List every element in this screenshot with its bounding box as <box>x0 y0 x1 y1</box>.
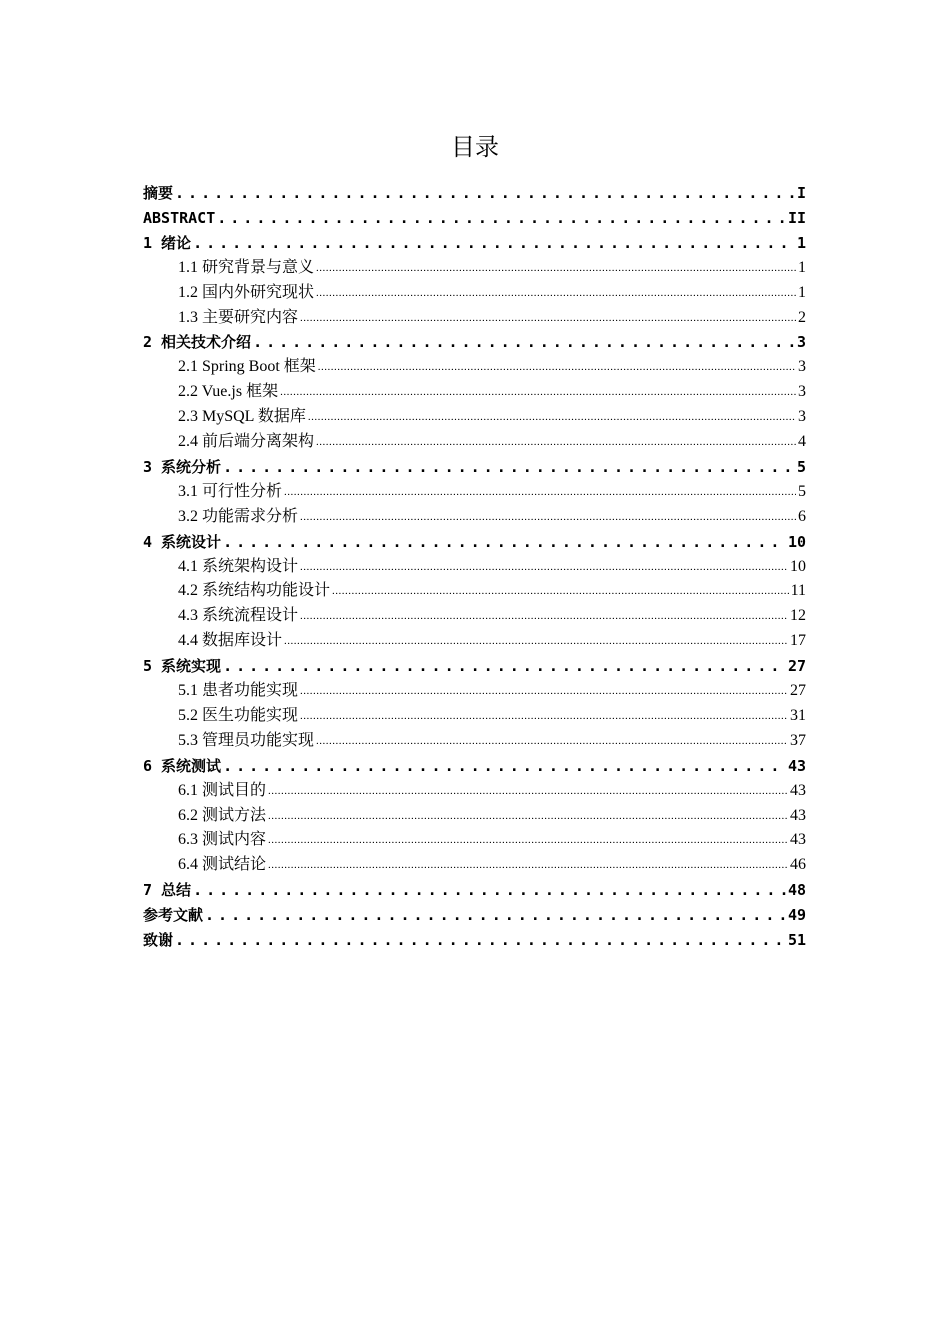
dot-leader <box>284 482 796 502</box>
dot-leader <box>300 706 788 726</box>
toc-entry-section[interactable] <box>178 278 806 303</box>
toc-entry-section[interactable] <box>178 552 806 577</box>
toc-entry-page-number: 6 <box>798 507 806 525</box>
toc-entry-section[interactable] <box>178 850 806 875</box>
toc-entry-chapter[interactable] <box>143 452 806 477</box>
toc-entry-label: 1.3 主要研究内容 <box>178 308 299 326</box>
toc-entry-chapter[interactable] <box>143 203 806 228</box>
toc-entry-section[interactable] <box>178 253 806 278</box>
dot-leader <box>308 407 796 427</box>
dot-leader <box>175 930 786 950</box>
toc-entry-page-number: 27 <box>790 682 806 699</box>
toc-entry-page-number: 1 <box>798 258 806 276</box>
toc-entry-page-number: 43 <box>790 831 806 849</box>
dot-leader <box>253 332 795 352</box>
dot-leader <box>268 806 788 826</box>
toc-entry-label: 2.2 Vue.js 框架 <box>178 383 279 401</box>
toc-entry-page-number: 43 <box>790 806 806 824</box>
dot-leader <box>300 507 796 527</box>
toc-entry-label: 5.2 医生功能实现 <box>178 706 299 724</box>
toc-entry-section[interactable] <box>178 427 806 452</box>
toc-entry-section[interactable] <box>178 726 806 751</box>
dot-leader <box>223 756 786 776</box>
toc-entry-label: 3.1 可行性分析 <box>178 482 283 500</box>
toc-entry-chapter[interactable] <box>143 327 806 352</box>
toc-entry-label: 4 系统设计 <box>143 532 222 551</box>
toc-entry-label: 5.3 管理员功能实现 <box>178 731 315 749</box>
toc-entry-page-number: 37 <box>790 731 806 749</box>
dot-leader <box>223 457 795 477</box>
toc-entry-section[interactable] <box>178 402 806 427</box>
dot-leader <box>193 880 786 900</box>
toc-entry-page-number: 11 <box>790 582 806 600</box>
toc-entry-label: 6.1 测试目的 <box>178 781 267 799</box>
toc-entry-label: 2.4 前后端分离架构 <box>178 433 315 450</box>
toc-entry-page-number: 2 <box>798 308 806 326</box>
toc-entry-section[interactable] <box>178 776 806 801</box>
dot-leader <box>300 308 796 328</box>
toc-entry-page-number: 43 <box>787 756 806 775</box>
toc-entry-section[interactable] <box>178 825 806 850</box>
toc-entry-page-number: 17 <box>790 632 806 650</box>
dot-leader <box>268 781 788 801</box>
toc-entry-page-number: 1 <box>798 283 806 301</box>
toc-entry-label: ABSTRACT <box>143 208 216 227</box>
dot-leader <box>284 631 788 651</box>
toc-entry-label: 参考文献 <box>143 906 204 925</box>
toc-entry-page-number: II <box>787 208 806 227</box>
toc-entry-page-number: 3 <box>798 408 806 426</box>
toc-entry-label: 6.3 测试内容 <box>178 831 267 849</box>
toc-entry-section[interactable] <box>178 576 806 601</box>
toc-entry-page-number: 5 <box>798 482 806 500</box>
dot-leader <box>316 731 788 751</box>
page-title: 目录 <box>451 133 499 162</box>
toc-entry-section[interactable] <box>178 352 806 377</box>
toc-entry-section[interactable] <box>178 676 806 701</box>
toc-entry-page-number: 12 <box>790 607 806 625</box>
toc-entry-label: 4.4 数据库设计 <box>178 632 283 650</box>
toc-entry-page-number: 49 <box>787 906 806 925</box>
toc-entry-label: 3.2 功能需求分析 <box>178 507 299 525</box>
toc-entry-label: 2.3 MySQL 数据库 <box>178 408 306 426</box>
toc-entry-label: 1 绪论 <box>143 233 192 252</box>
toc-entry-chapter[interactable] <box>143 651 806 676</box>
toc-entry-page-number: 27 <box>787 657 806 676</box>
dot-leader <box>316 432 796 452</box>
toc-entry-label: 摘要 <box>143 184 174 202</box>
toc-entry-label: 1.2 国内外研究现状 <box>178 283 315 301</box>
toc-entry-label: 7 总结 <box>143 881 192 900</box>
toc-entry-label: 2.1 Spring Boot 框架 <box>178 358 316 376</box>
toc-entry-label: 6.2 测试方法 <box>178 806 267 824</box>
toc-entry-label: 5.1 患者功能实现 <box>178 682 299 699</box>
toc-entry-label: 3 系统分析 <box>143 457 222 476</box>
dot-leader <box>300 557 788 577</box>
toc-entry-page-number: 5 <box>796 457 806 476</box>
toc-entry-page-number: 43 <box>790 781 806 799</box>
toc-entry-label: 5 系统实现 <box>143 657 222 676</box>
toc-entry-section[interactable] <box>178 502 806 527</box>
toc-entry-page-number: 4 <box>798 433 806 450</box>
toc-entry-label: 4.2 系统结构功能设计 <box>178 582 331 600</box>
toc-entry-section[interactable] <box>178 701 806 726</box>
dot-leader <box>217 208 786 228</box>
toc-entry-page-number: 1 <box>796 233 806 252</box>
toc-entry-page-number: 3 <box>798 358 806 376</box>
dot-leader <box>332 581 789 601</box>
dot-leader <box>223 656 786 676</box>
toc-entry-section[interactable] <box>178 377 806 402</box>
toc-entry-section[interactable] <box>178 303 806 328</box>
toc-entry-chapter[interactable] <box>143 527 806 552</box>
dot-leader <box>223 532 786 552</box>
toc-entry-page-number: 10 <box>790 557 806 575</box>
dot-leader <box>268 830 788 850</box>
toc-entry-page-number: I <box>796 184 806 202</box>
dot-leader <box>318 357 796 377</box>
toc-entry-page-number: 10 <box>787 532 806 551</box>
toc-entry-chapter[interactable] <box>143 900 806 925</box>
dot-leader <box>300 606 788 626</box>
toc-entry-label: 4.1 系统架构设计 <box>178 557 299 575</box>
toc-entry-section[interactable] <box>178 601 806 626</box>
toc-entry-label: 6 系统测试 <box>143 756 222 775</box>
toc-entry-page-number: 48 <box>787 881 806 900</box>
dot-leader <box>316 283 796 303</box>
dot-leader <box>280 382 796 402</box>
dot-leader <box>316 258 796 278</box>
toc-entry-section[interactable] <box>178 801 806 826</box>
toc-entry-page-number: 31 <box>790 706 806 724</box>
dot-leader <box>268 855 788 875</box>
dot-leader <box>205 905 786 925</box>
toc-entry-section[interactable] <box>178 477 806 502</box>
toc-entry-page-number: 51 <box>787 931 806 949</box>
toc-entry-label: 2 相关技术介绍 <box>143 333 252 352</box>
toc-entry-label: 6.4 测试结论 <box>178 856 267 874</box>
toc-entry-section[interactable] <box>178 626 806 651</box>
toc-entry-chapter[interactable] <box>143 751 806 776</box>
dot-leader <box>193 233 795 253</box>
toc-entry-chapter[interactable] <box>143 178 806 203</box>
toc-entry-label: 4.3 系统流程设计 <box>178 607 299 625</box>
toc-entry-chapter[interactable] <box>143 875 806 900</box>
toc-entry-page-number: 3 <box>796 333 806 352</box>
toc-entry-label: 致谢 <box>143 931 174 949</box>
toc-entry-page-number: 3 <box>798 383 806 401</box>
dot-leader <box>175 183 795 203</box>
toc-entry-label: 1.1 研究背景与意义 <box>178 258 315 276</box>
dot-leader <box>300 681 788 701</box>
toc-entry-chapter[interactable] <box>143 228 806 253</box>
toc-entry-chapter[interactable] <box>143 925 806 950</box>
toc-entry-page-number: 46 <box>790 856 806 874</box>
